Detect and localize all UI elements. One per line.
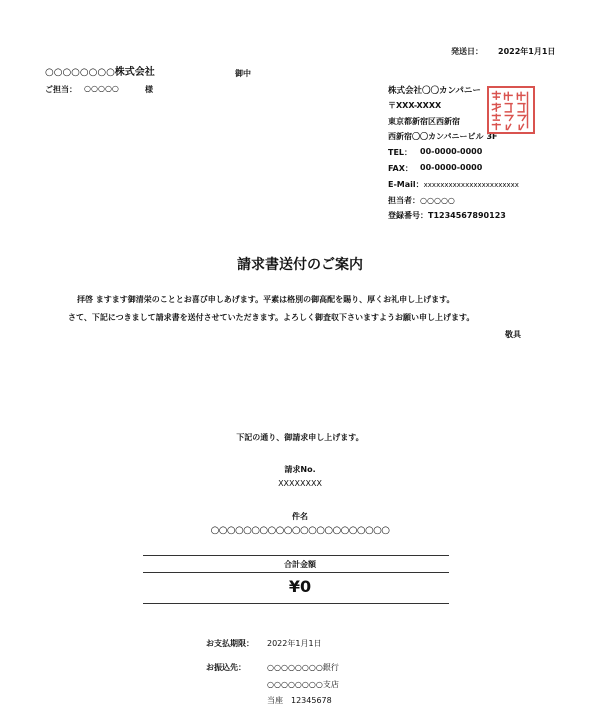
invoice-no: XXXXXXXX [278,479,322,488]
tel-value: 00-0000-0000 [420,147,483,156]
person-label: 担当者： [388,196,420,205]
total-bottom-rule [143,603,449,604]
sender-postal: 〒XXX-XXXX [388,101,442,110]
tel-label: TEL： [388,148,413,157]
due-date: 2022年1月1日 [267,639,322,648]
subject-value: ○○○○○○○○○○○○○○○○○○○○○○ [210,525,390,536]
greeting-line1: 拝啓 ますます御清栄のこととお喜び申しあげます。平素は格別の御高配を賜り、厚くお礼申し上げます。 [77,295,455,304]
email-label: E-Mail： [388,180,424,189]
sender-address2-suffix: 3F [486,132,498,141]
seal-graphic [489,88,533,132]
person-line [388,195,455,206]
bank-name: ○○○○○○○○銀行 [267,663,339,672]
invoice-no-label: 請求No. [284,465,316,474]
email-line [388,179,519,190]
fax-label: FAX： [388,164,413,173]
contact-label: ご担当： [45,85,77,94]
contact-suffix: 様 [145,85,153,94]
document-title: 請求書送付のご案内 [237,257,363,273]
email-value: xxxxxxxxxxxxxxxxxxxxxxx [423,181,519,189]
registration-line [388,210,506,221]
total-label: 合計金額 [284,560,316,569]
subject-label: 件名 [292,512,308,521]
account-label: お振込先： [206,663,246,672]
honorific: 御中 [235,69,251,78]
sender-address2 [388,131,497,142]
total-mid-rule [143,572,449,573]
account-number: 当座 12345678 [267,696,332,705]
total-top-rule [143,555,449,556]
person-value: ○○○○○ [420,196,455,205]
sender-address2-text: 西新宿〇〇カンパニービル [388,132,484,141]
registration-label: 登録番号： [388,211,428,220]
sender-address1: 東京都新宿区西新宿 [388,117,460,126]
closing: 敬具 [505,330,521,339]
due-label: お支払期限： [206,639,254,648]
recipient-company: ○○○○○○○○株式会社 [45,67,155,78]
contact-name: ○○○○○ [84,84,119,93]
summary-intro: 下記の通り、御請求申し上げます。 [236,433,364,442]
registration-number: T1234567890123 [428,211,506,220]
branch-name: ○○○○○○○○支店 [267,680,339,689]
sender-company: 株式会社〇〇カンパニー [388,86,481,96]
total-amount: ¥0 [288,577,312,596]
greeting-line2: さて、下記につきまして請求書を送付させていただきます。よろしく御査収下さいますようお願い申し上げます。 [68,313,475,322]
send-date: 2022年1月1日 [498,47,556,56]
send-date-label: 発送日： [451,47,483,56]
fax-value: 00-0000-0000 [420,163,483,172]
company-seal [487,86,535,134]
